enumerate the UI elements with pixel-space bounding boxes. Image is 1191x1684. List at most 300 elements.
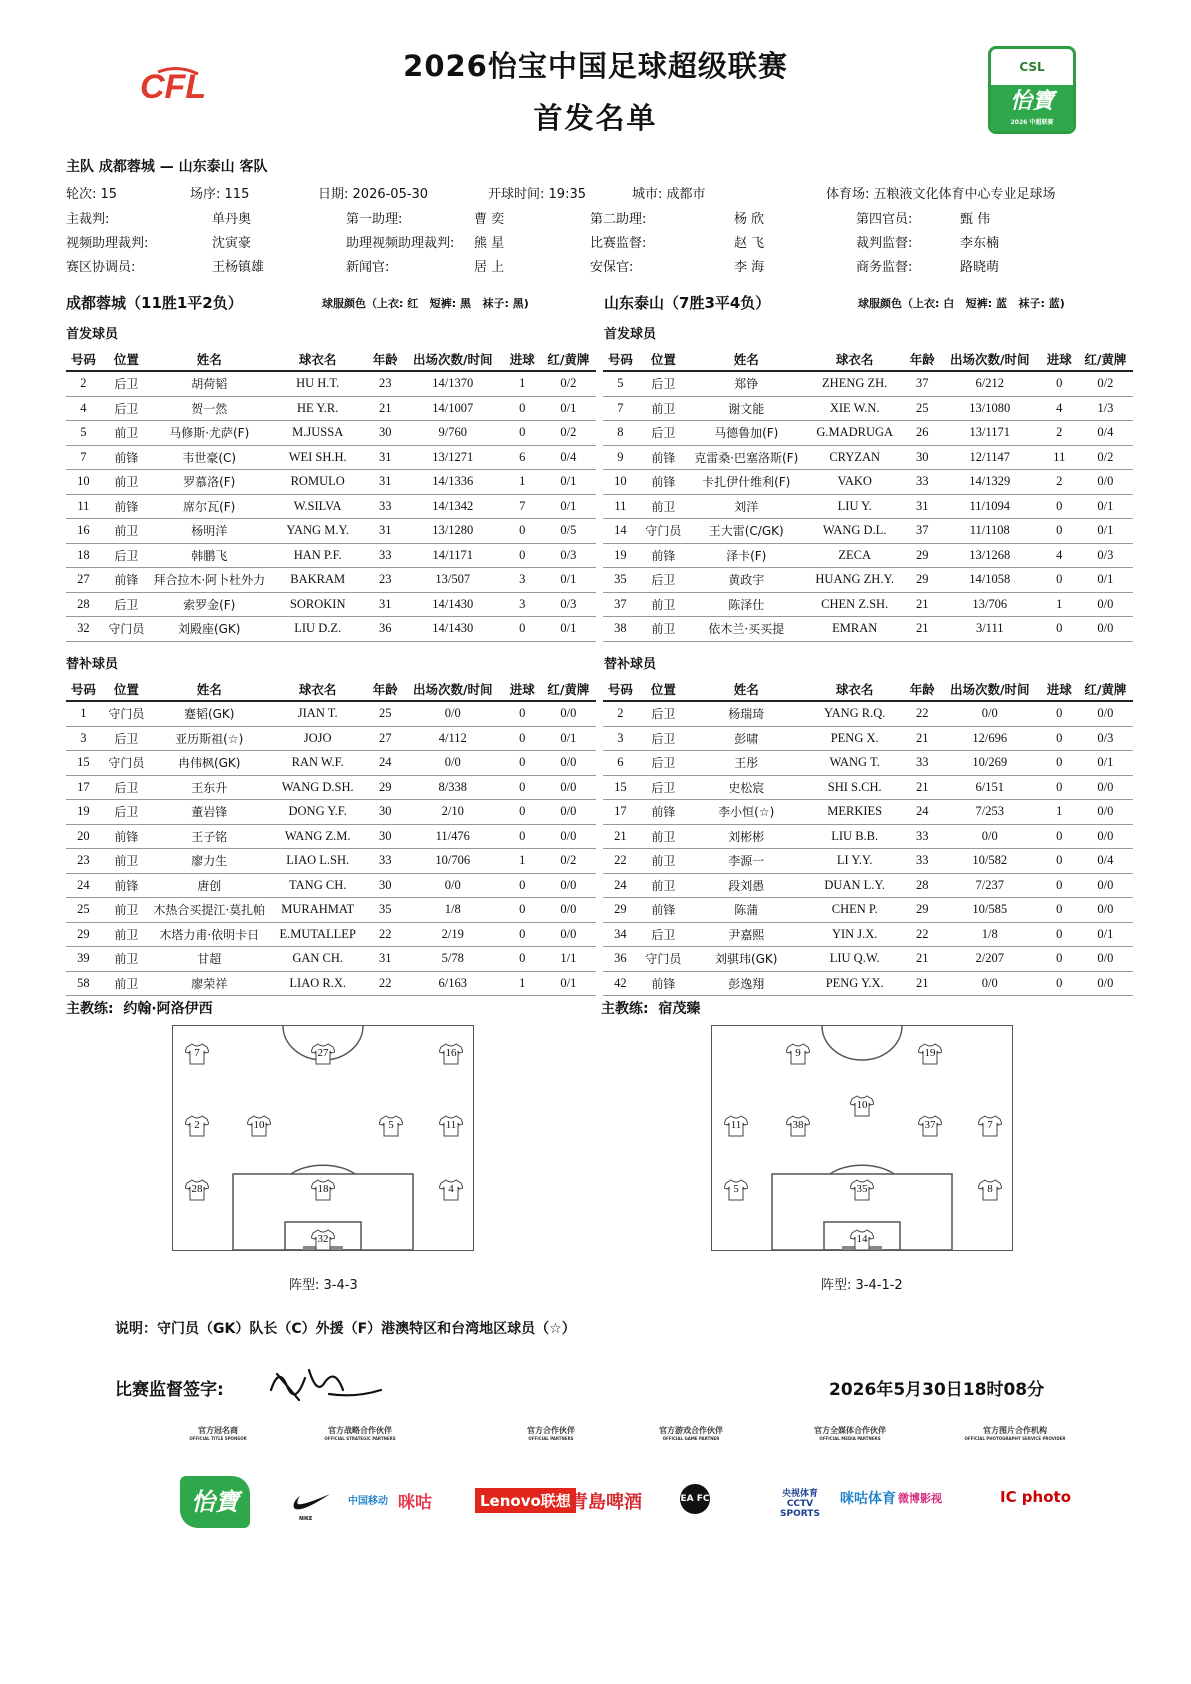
table-cell: 14/1329 — [939, 470, 1041, 495]
table-cell: 0/0 — [939, 701, 1041, 726]
table-row — [603, 421, 1133, 446]
table-cell: 后卫 — [638, 371, 689, 396]
table-cell: 0 — [504, 519, 541, 544]
table-cell: 21 — [906, 592, 939, 617]
table-row — [66, 543, 596, 568]
table-cell: 守门员 — [638, 947, 689, 972]
table-cell: DONG Y.F. — [267, 800, 369, 825]
away-formation: 阵型: 3-4-1-2 — [821, 1278, 903, 1293]
table-cell: 20 — [66, 824, 101, 849]
table-cell: 22 — [369, 971, 402, 996]
sponsor-category: 官方冠名商 OFFICIAL TITLE SPONSOR — [189, 1426, 247, 1441]
table-cell: 0/1 — [541, 617, 596, 642]
table-row — [603, 701, 1133, 726]
table-cell: 3 — [603, 726, 638, 751]
table-cell: 0/0 — [1078, 947, 1133, 972]
table-cell: 前锋 — [101, 494, 152, 519]
table-cell: LIU Y. — [804, 494, 906, 519]
table-cell: 0/0 — [541, 824, 596, 849]
table-cell: 21 — [369, 396, 402, 421]
player-shirt-icon — [439, 1043, 463, 1065]
sponsor-logo-tsingtao: 青島啤酒 — [570, 1492, 642, 1513]
table-cell: 11 — [66, 494, 101, 519]
table-cell: 13/706 — [939, 592, 1041, 617]
table-cell: CHEN P. — [804, 898, 906, 923]
column-header: 进球 — [504, 348, 541, 371]
column-header: 号码 — [66, 348, 101, 371]
table-cell: WANG T. — [804, 751, 906, 776]
table-cell: 0/1 — [1078, 751, 1133, 776]
shirt-number: 7 — [194, 1047, 200, 1059]
table-row — [66, 947, 596, 972]
table-cell: 0 — [1041, 617, 1078, 642]
table-row — [603, 947, 1133, 972]
table-cell: 27 — [369, 726, 402, 751]
table-row — [66, 396, 596, 421]
table-cell: 14/1342 — [402, 494, 504, 519]
table-cell: 0/2 — [1078, 445, 1133, 470]
shirt-number: 27 — [317, 1047, 329, 1059]
table-row — [603, 726, 1133, 751]
table-cell: 0/0 — [402, 751, 504, 776]
date-value: 2026-05-30 — [352, 187, 429, 202]
table-cell: 29 — [66, 922, 101, 947]
table-cell: 0/0 — [1078, 800, 1133, 825]
table-cell: 29 — [906, 898, 939, 923]
table-cell: 10/585 — [939, 898, 1041, 923]
table-cell: 后卫 — [638, 568, 689, 593]
table-cell: 11/1108 — [939, 519, 1041, 544]
table-cell: 21 — [906, 947, 939, 972]
table-cell: 前卫 — [101, 898, 152, 923]
table-cell: HE Y.R. — [267, 396, 369, 421]
table-cell: 5/78 — [402, 947, 504, 972]
table-cell: 18 — [66, 543, 101, 568]
table-cell: 1 — [66, 701, 101, 726]
table-cell: 21 — [906, 726, 939, 751]
table-cell: 28 — [906, 873, 939, 898]
home-formation: 阵型: 3-4-3 — [289, 1278, 358, 1293]
official-label: 商务监督: — [856, 260, 913, 275]
table-cell: 31 — [369, 445, 402, 470]
table-cell: 黄政宇 — [689, 568, 804, 593]
table-cell: 13/1171 — [939, 421, 1041, 446]
table-cell: 25 — [369, 701, 402, 726]
table-cell: 彭逸翔 — [689, 971, 804, 996]
table-cell: 0/0 — [541, 898, 596, 923]
table-cell: 0/1 — [541, 726, 596, 751]
column-header: 进球 — [1041, 678, 1078, 701]
player-shirt-icon — [850, 1229, 874, 1251]
shirt-number: 16 — [445, 1047, 457, 1059]
table-cell: 30 — [369, 800, 402, 825]
sponsor-logo-eafc: EA FC — [680, 1484, 710, 1514]
table-row — [603, 592, 1133, 617]
table-cell: 0 — [1041, 726, 1078, 751]
table-cell: 10/269 — [939, 751, 1041, 776]
table-cell: 彭啸 — [689, 726, 804, 751]
table-cell: W.SILVA — [267, 494, 369, 519]
official-name: 赵 飞 — [734, 236, 765, 251]
table-cell: 史松宸 — [689, 775, 804, 800]
column-header: 红/黄牌 — [541, 678, 596, 701]
table-cell: 1/1 — [541, 947, 596, 972]
table-cell: 9/760 — [402, 421, 504, 446]
table-cell: 33 — [906, 470, 939, 495]
table-cell: 35 — [369, 898, 402, 923]
table-cell: 罗慕洛(F) — [152, 470, 267, 495]
table-cell: 0 — [1041, 701, 1078, 726]
table-cell: 0 — [1041, 947, 1078, 972]
table-cell: E.MUTALLEP — [267, 922, 369, 947]
sponsor-logo-china-mobile: 中国移动 — [348, 1496, 388, 1507]
table-cell: 2/19 — [402, 922, 504, 947]
column-header: 出场次数/时间 — [402, 348, 504, 371]
table-cell: 39 — [66, 947, 101, 972]
table-cell: 23 — [66, 849, 101, 874]
table-cell: 37 — [906, 519, 939, 544]
column-header: 球衣名 — [267, 678, 369, 701]
table-cell: 1/8 — [939, 922, 1041, 947]
table-cell: 10/706 — [402, 849, 504, 874]
official-label: 视频助理裁判: — [66, 236, 149, 251]
table-cell: 后卫 — [101, 371, 152, 396]
table-cell: 0/0 — [541, 922, 596, 947]
table-cell: 0/0 — [541, 701, 596, 726]
csl-logo-top: CSL — [1019, 60, 1045, 74]
column-header: 年龄 — [369, 678, 402, 701]
table-cell: 0/1 — [1078, 494, 1133, 519]
table-row — [603, 971, 1133, 996]
table-cell: 0 — [504, 396, 541, 421]
table-cell: 席尔瓦(F) — [152, 494, 267, 519]
table-cell: 前锋 — [638, 470, 689, 495]
shirt-number: 10 — [856, 1099, 868, 1111]
table-cell: TANG CH. — [267, 873, 369, 898]
official-label: 第四官员: — [856, 212, 913, 227]
table-cell: WANG D.L. — [804, 519, 906, 544]
table-cell: 13/1271 — [402, 445, 504, 470]
away-subs-label: 替补球员 — [604, 657, 657, 672]
table-cell: 29 — [906, 543, 939, 568]
table-cell: 0/4 — [1078, 849, 1133, 874]
table-cell: 0 — [1041, 824, 1078, 849]
table-cell: 0/0 — [1078, 470, 1133, 495]
table-cell: 木热合买提江·莫扎帕 — [152, 898, 267, 923]
table-cell: 25 — [906, 396, 939, 421]
sponsor-logo-migu-sports: 咪咕体育 — [840, 1491, 896, 1507]
table-cell: 21 — [906, 775, 939, 800]
official-name: 路晓萌 — [960, 260, 1000, 275]
table-cell: 0/0 — [402, 873, 504, 898]
table-cell: 李源一 — [689, 849, 804, 874]
table-cell: 0 — [1041, 849, 1078, 874]
away-coach: 主教练: 宿茂臻 — [601, 1001, 701, 1017]
table-cell: 29 — [369, 775, 402, 800]
table-cell: ROMULO — [267, 470, 369, 495]
table-cell: 0/0 — [1078, 873, 1133, 898]
table-cell: 0 — [504, 898, 541, 923]
table-cell: 0/3 — [541, 592, 596, 617]
player-shirt-icon — [311, 1179, 335, 1201]
table-cell: 0/4 — [1078, 421, 1133, 446]
table-cell: 王子铭 — [152, 824, 267, 849]
table-cell: 前锋 — [101, 873, 152, 898]
table-cell: 刘殿座(GK) — [152, 617, 267, 642]
table-cell: 0/0 — [1078, 701, 1133, 726]
column-header: 年龄 — [906, 678, 939, 701]
official-name: 沈寅豪 — [212, 236, 252, 251]
table-cell: 廖力生 — [152, 849, 267, 874]
official-label: 安保官: — [590, 260, 634, 275]
table-cell: 25 — [66, 898, 101, 923]
column-header: 姓名 — [689, 348, 804, 371]
table-cell: 0 — [504, 421, 541, 446]
table-cell: 后卫 — [101, 800, 152, 825]
table-cell: 6/163 — [402, 971, 504, 996]
official-label: 新闻官: — [346, 260, 390, 275]
column-header: 球衣名 — [804, 348, 906, 371]
table-cell: 14 — [603, 519, 638, 544]
column-header: 姓名 — [152, 678, 267, 701]
table-row — [66, 494, 596, 519]
table-cell: 11 — [603, 494, 638, 519]
table-cell: YANG R.Q. — [804, 701, 906, 726]
table-cell: WANG D.SH. — [267, 775, 369, 800]
player-shirt-icon — [185, 1115, 209, 1137]
legend-note: 说明：守门员（GK）队长（C）外援（F）港澳特区和台湾地区球员（☆） — [115, 1321, 576, 1337]
table-cell: 2/10 — [402, 800, 504, 825]
table-cell: 0/1 — [1078, 568, 1133, 593]
home-team-header: 成都蓉城（11胜1平2负） — [66, 294, 243, 312]
csl-logo — [988, 46, 1076, 134]
table-row — [603, 922, 1133, 947]
shirt-number: 2 — [194, 1119, 200, 1131]
table-cell: 37 — [906, 371, 939, 396]
column-header: 位置 — [101, 348, 152, 371]
home-starters-table — [66, 348, 596, 642]
table-cell: 33 — [906, 849, 939, 874]
shirt-number: 11 — [730, 1119, 742, 1131]
table-cell: 前卫 — [101, 421, 152, 446]
home-formation-pitch — [172, 1025, 474, 1251]
table-cell: CRYZAN — [804, 445, 906, 470]
official-name: 熊 星 — [474, 236, 505, 251]
official-label: 助理视频助理裁判: — [346, 236, 455, 251]
table-cell: 22 — [906, 922, 939, 947]
column-header: 年龄 — [369, 348, 402, 371]
player-shirt-icon — [850, 1179, 874, 1201]
table-row — [66, 421, 596, 446]
table-cell: 王东升 — [152, 775, 267, 800]
table-row — [66, 701, 596, 726]
table-cell: 卡扎伊什维利(F) — [689, 470, 804, 495]
table-cell: 0/1 — [1078, 519, 1133, 544]
table-cell: 14/1336 — [402, 470, 504, 495]
table-cell: 0/1 — [541, 396, 596, 421]
table-cell: 14/1430 — [402, 617, 504, 642]
table-cell: PENG Y.X. — [804, 971, 906, 996]
sponsor-category: 官方图片合作机构 OFFICIAL PHOTOGRAPHY SERVICE PROVIDER — [964, 1426, 1066, 1441]
sponsor-category: 官方合作伙伴 OFFICIAL PARTNERS — [527, 1426, 575, 1441]
official-name: 曹 奕 — [474, 212, 505, 227]
table-cell: 前卫 — [638, 592, 689, 617]
table-cell: 31 — [369, 592, 402, 617]
column-header: 红/黄牌 — [541, 348, 596, 371]
table-row — [66, 922, 596, 947]
table-cell: SHI S.CH. — [804, 775, 906, 800]
table-cell: 泽卡(F) — [689, 543, 804, 568]
home-kit-colors: 球服颜色（上衣: 红 短裤: 黑 袜子: 黑) — [322, 297, 529, 310]
official-label: 赛区协调员: — [66, 260, 136, 275]
table-cell: 前卫 — [638, 824, 689, 849]
table-cell: 0/0 — [1078, 824, 1133, 849]
kickoff-label: 开球时间: — [488, 187, 545, 202]
table-cell: 13/1268 — [939, 543, 1041, 568]
sponsor-category: 官方游戏合作伙伴 OFFICIAL GAME PARTNER — [659, 1426, 723, 1441]
table-cell: 30 — [369, 421, 402, 446]
table-row — [603, 824, 1133, 849]
kickoff-value: 19:35 — [548, 187, 586, 202]
table-row — [66, 898, 596, 923]
table-cell: 0 — [1041, 971, 1078, 996]
city-label: 城市: — [632, 187, 663, 202]
official-name: 王杨镇雄 — [212, 260, 265, 275]
player-shirt-icon — [918, 1043, 942, 1065]
player-shirt-icon — [786, 1043, 810, 1065]
table-cell: 8/338 — [402, 775, 504, 800]
away-kit-colors: 球服颜色（上衣: 白 短裤: 蓝 袜子: 蓝) — [858, 297, 1065, 310]
table-cell: 韩鹏飞 — [152, 543, 267, 568]
table-cell: 0/1 — [1078, 922, 1133, 947]
table-cell: 前卫 — [638, 617, 689, 642]
table-cell: 1 — [504, 849, 541, 874]
table-cell: 段刘愚 — [689, 873, 804, 898]
table-cell: 11 — [1041, 445, 1078, 470]
table-cell: 24 — [369, 751, 402, 776]
table-row — [66, 445, 596, 470]
table-cell: 33 — [369, 849, 402, 874]
table-cell: YANG M.Y. — [267, 519, 369, 544]
table-cell: LIU Q.W. — [804, 947, 906, 972]
table-cell: 陈蒲 — [689, 898, 804, 923]
table-cell: 前卫 — [101, 849, 152, 874]
player-shirt-icon — [724, 1179, 748, 1201]
table-cell: 克雷桑·巴塞洛斯(F) — [689, 445, 804, 470]
table-cell: 后卫 — [638, 421, 689, 446]
table-row — [66, 726, 596, 751]
table-cell: 甘超 — [152, 947, 267, 972]
table-cell: 1 — [504, 470, 541, 495]
column-header: 位置 — [638, 348, 689, 371]
player-shirt-icon — [978, 1115, 1002, 1137]
official-label: 第二助理: — [590, 212, 647, 227]
cfl-logo-text: CFL — [140, 68, 207, 106]
table-cell: 刘彬彬 — [689, 824, 804, 849]
table-cell: 0/1 — [541, 470, 596, 495]
table-cell: LIU B.B. — [804, 824, 906, 849]
table-cell: 王大雷(C/GK) — [689, 519, 804, 544]
shirt-number: 18 — [317, 1183, 329, 1195]
table-row — [603, 494, 1133, 519]
column-header: 球衣名 — [267, 348, 369, 371]
away-starters-table — [603, 348, 1133, 642]
venue-value: 五粮液文化体育中心专业足球场 — [873, 187, 1056, 202]
shirt-number: 4 — [448, 1183, 454, 1195]
table-cell: 尹嘉熙 — [689, 922, 804, 947]
player-shirt-icon — [379, 1115, 403, 1137]
table-cell: 刘洋 — [689, 494, 804, 519]
table-cell: 0 — [504, 775, 541, 800]
table-cell: 6 — [504, 445, 541, 470]
table-cell: HU H.T. — [267, 371, 369, 396]
column-header: 出场次数/时间 — [939, 348, 1041, 371]
table-cell: G.MADRUGA — [804, 421, 906, 446]
table-cell: 2 — [603, 701, 638, 726]
table-cell: 22 — [369, 922, 402, 947]
table-cell: 30 — [369, 824, 402, 849]
sponsor-logo-icphoto: IC photo — [1000, 1488, 1072, 1506]
table-row — [66, 519, 596, 544]
table-cell: 19 — [603, 543, 638, 568]
table-cell: WANG Z.M. — [267, 824, 369, 849]
table-cell: 前锋 — [101, 568, 152, 593]
table-cell: 前锋 — [638, 445, 689, 470]
table-cell: 前锋 — [101, 824, 152, 849]
player-shirt-icon — [185, 1179, 209, 1201]
column-header: 号码 — [66, 678, 101, 701]
table-cell: 11/1094 — [939, 494, 1041, 519]
official-name: 杨 欣 — [734, 212, 765, 227]
table-cell: 33 — [369, 543, 402, 568]
table-cell: 24 — [603, 873, 638, 898]
csl-logo-main: 怡寶 — [1009, 89, 1054, 114]
match-no-label: 场序: — [190, 187, 221, 202]
table-cell: 16 — [66, 519, 101, 544]
table-row — [66, 800, 596, 825]
table-cell: 38 — [603, 617, 638, 642]
table-cell: 14/1171 — [402, 543, 504, 568]
player-shirt-icon — [185, 1043, 209, 1065]
table-cell: 0/2 — [541, 849, 596, 874]
table-cell: 0/3 — [1078, 726, 1133, 751]
shirt-number: 35 — [856, 1183, 868, 1195]
table-cell: 0 — [504, 800, 541, 825]
table-cell: 后卫 — [101, 775, 152, 800]
table-cell: 19 — [66, 800, 101, 825]
table-cell: 李小恒(☆) — [689, 800, 804, 825]
table-cell: 马德鲁加(F) — [689, 421, 804, 446]
table-cell: 0/5 — [541, 519, 596, 544]
column-header: 进球 — [1041, 348, 1078, 371]
table-cell: 0 — [504, 617, 541, 642]
sponsor-logo-migu: 咪咕 — [398, 1493, 432, 1513]
table-cell: PENG X. — [804, 726, 906, 751]
table-row — [66, 617, 596, 642]
table-cell: 前卫 — [638, 849, 689, 874]
table-cell: 后卫 — [101, 726, 152, 751]
match-no-value: 115 — [224, 187, 250, 202]
table-cell: 7/253 — [939, 800, 1041, 825]
table-cell: LIU D.Z. — [267, 617, 369, 642]
table-cell: 0/0 — [1078, 617, 1133, 642]
table-row — [66, 775, 596, 800]
table-cell: 9 — [603, 445, 638, 470]
column-header: 位置 — [101, 678, 152, 701]
home-starters-label: 首发球员 — [66, 327, 119, 342]
table-cell: YIN J.X. — [804, 922, 906, 947]
table-cell: 1 — [504, 371, 541, 396]
